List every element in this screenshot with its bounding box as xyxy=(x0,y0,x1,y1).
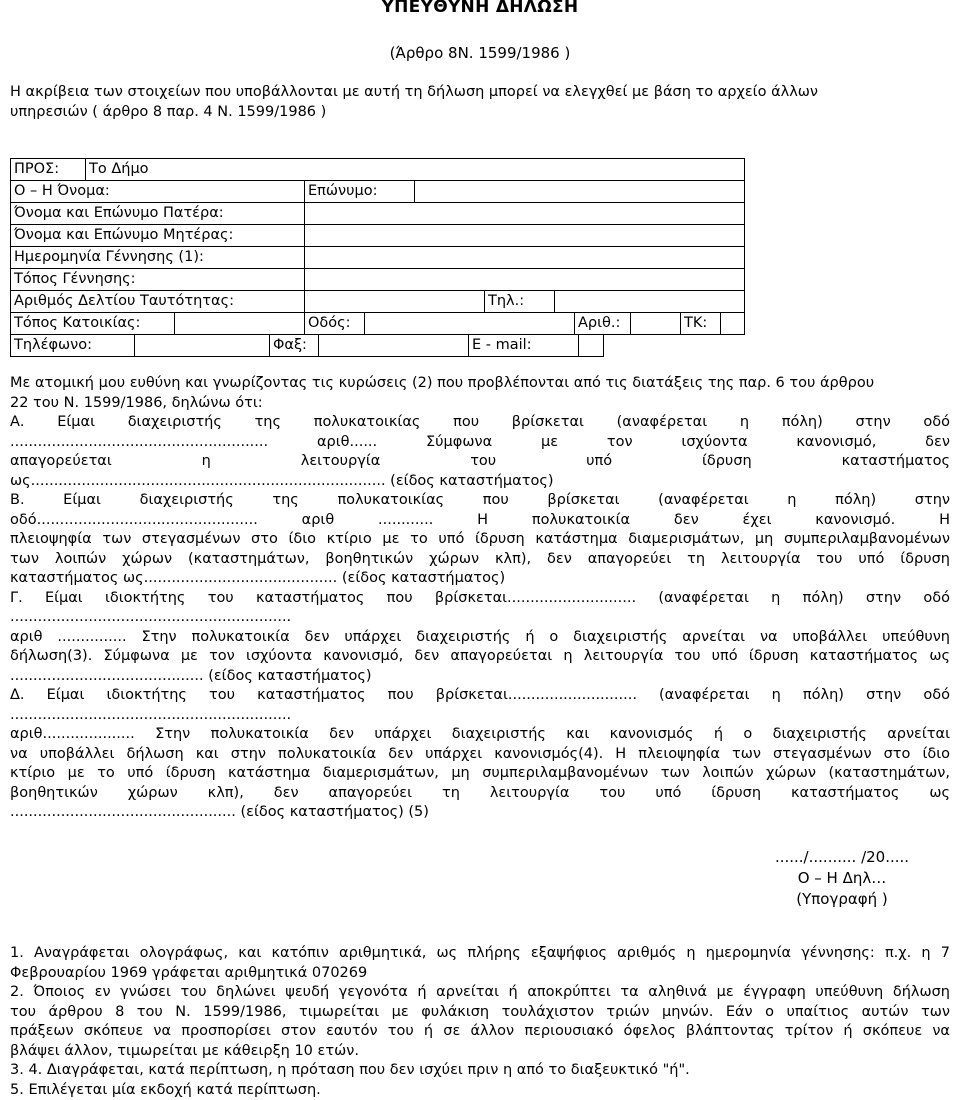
intro-line: Η ακρίβεια των στοιχείων που υποβάλλονται με αυτή τη δήλωση μπορεί να ελεγχθεί με βάση το αρχείο άλλων xyxy=(10,84,819,100)
declaration-line: 22 του Ν. 1599/1986, δηλώνω ότι: xyxy=(10,394,263,411)
intro-line: υπηρεσιών ( άρθρο 8 παρ. 4 Ν. 1599/1986 ) xyxy=(10,103,327,120)
option-c-line: .......................................... (είδος καταστήματος) xyxy=(10,667,372,684)
option-c-line: ............................................................. xyxy=(10,609,292,625)
intro-paragraph xyxy=(10,83,950,122)
number-field[interactable] xyxy=(630,312,681,335)
footnotes xyxy=(10,944,950,1100)
signature-date[interactable]: ....../.......... /20..... xyxy=(774,848,910,866)
option-a-line: Α. Είμαι διαχειριστής της πολυκατοικίας που βρίσκεται (αναφέρεται η πόλη) στην οδό xyxy=(10,414,950,430)
option-b-line: οδό................................................ αριθ ............ Η πολυκατοικία δεν έχει κανονισμό. Η xyxy=(10,511,950,528)
id-number-field[interactable] xyxy=(304,290,485,313)
fax-field[interactable] xyxy=(318,334,469,357)
option-a-line: ως............................................................................. (είδος καταστήματος) xyxy=(10,472,554,489)
zip-label: ΤΚ: xyxy=(680,312,721,335)
birthdate-label: Ημερομηνία Γέννησης (1): xyxy=(10,246,305,269)
option-c-line: Γ. Είμαι ιδιοκτήτης του καταστήματος που βρίσκεται............................ (αναφέρεται η πόλη) στην οδό xyxy=(10,589,950,606)
email-field[interactable] xyxy=(578,334,604,357)
option-d-line: βοηθητικών χώρων κλπ), δεν απαγορεύει τη λειτουργία του υπό ίδρυση καταστήματος ως xyxy=(10,784,950,801)
residence-field[interactable] xyxy=(174,312,305,335)
email-label: E - mail: xyxy=(468,334,579,357)
phone-label: Τηλέφωνο: xyxy=(10,334,135,357)
personal-details-form xyxy=(10,158,745,353)
name-field[interactable]: Ο – Η Όνομα: xyxy=(10,180,305,203)
footnote-line: 3. 4. Διαγράφεται, κατά περίπτωση, η πρόταση που δεν ισχύει πριν η από το διαξευκτικό "ή". xyxy=(10,1062,690,1078)
fax-label: Φαξ: xyxy=(269,334,319,357)
mother-name-field[interactable] xyxy=(304,224,745,247)
footnote-line: του άρθρου 8 του Ν. 1599/1986, τιμωρείται με φυλάκιση τουλάχιστον τριών μηνών. Εάν ο υπαίτιος αυτών των xyxy=(10,1003,950,1020)
option-d-line: να υποβάλλει δήλωση και στην πολυκατοικία δεν υπάρχει κανονισμός(4). Η πλειοψηφία των στεγασμένων στο ίδιο xyxy=(10,745,950,762)
option-c-line: δήλωση(3). Σύμφωνα με τον ισχύοντα κανονισμό, δεν απαγορεύεται η λειτουργία του υπό ίδρυση καταστήματος ως xyxy=(10,648,950,664)
footnote-line: 1. Αναγράφεται ολογράφως, και κατόπιν αριθμητικά, ως πλήρης εξαψήφιος αριθμός η ημερομηνία γέννησης: π.χ. η 7 xyxy=(10,945,950,961)
option-d-line: ................................................. (είδος καταστήματος) (5) xyxy=(10,804,429,820)
birthdate-field[interactable] xyxy=(304,246,745,269)
father-name-field[interactable] xyxy=(304,202,745,225)
mother-name-label: Όνομα και Επώνυμο Μητέρας: xyxy=(10,224,305,247)
declarant-label: Ο – Η Δηλ… xyxy=(797,869,887,887)
declaration-text xyxy=(10,374,950,823)
tel-field[interactable] xyxy=(554,290,745,313)
surname-field[interactable] xyxy=(414,180,745,203)
number-label: Αριθ.: xyxy=(574,312,631,335)
to-value-field[interactable]: Το Δήμο xyxy=(85,158,745,181)
to-label: ΠΡΟΣ: xyxy=(10,158,86,181)
option-d-line: ............................................................. xyxy=(10,706,292,723)
document-title: ΥΠΕΥΘΥΝΗ ΔΗΛΩΣΗ xyxy=(381,0,579,17)
declaration-line: Με ατομική μου ευθύνη και γνωρίζοντας τις κυρώσεις (2) που προβλέπονται από τις διατάξεις της παρ. 6 του άρθρου xyxy=(10,375,875,391)
footnote-line: βλάψει άλλον, τιμωρείται με κάθειρξη 10 ετών. xyxy=(10,1042,359,1059)
option-a-line: ........................................................ αριθ...... Σύμφωνα με τον ισχύοντα κανονισμό, δεν xyxy=(10,433,950,450)
option-d-line: αριθ.................... Στην πολυκατοικία δεν υπάρχει διαχειριστής και κανονισμός ή ο διαχειριστής αρνείται xyxy=(10,726,950,742)
signature-label: (Υπογραφή ) xyxy=(796,890,888,908)
option-c-line: αριθ ............... Στην πολυκατοικία δεν υπάρχει διαχειριστής ή ο διαχειριστής αρνείται να υποβάλλει υπεύθυνη xyxy=(10,628,950,645)
street-field[interactable] xyxy=(364,312,575,335)
law-reference: (Άρθρο 8Ν. 1599/1986 ) xyxy=(389,44,571,62)
residence-label: Τόπος Κατοικίας: xyxy=(10,312,175,335)
option-b-line: καταστήματος ως.......................................... (είδος καταστήματος) xyxy=(10,570,506,586)
phone-field[interactable] xyxy=(134,334,270,357)
signature-block xyxy=(742,847,942,910)
zip-field[interactable] xyxy=(720,312,745,335)
option-d-line: Δ. Είμαι ιδιοκτήτης του καταστήματος που βρίσκεται............................ (αναφέρεται η πόλη) στην οδό xyxy=(10,687,950,703)
id-number-label: Αριθμός Δελτίου Ταυτότητας: xyxy=(10,290,305,313)
option-b-line: Β. Είμαι διαχειριστής της πολυκατοικίας που βρίσκεται (αναφέρεται η πόλη) στην xyxy=(10,492,950,508)
option-a-line: απαγορεύεται η λειτουργία του υπό ίδρυση καταστήματος xyxy=(10,453,950,469)
surname-label: Επώνυμο: xyxy=(304,180,415,203)
father-name-label: Όνομα και Επώνυμο Πατέρα: xyxy=(10,202,305,225)
birthplace-field[interactable] xyxy=(304,268,745,291)
footnote-line: πράξεων σκόπευε να προσπορίσει στον εαυτόν του ή σε άλλον περιουσιακό όφελος βλάπτοντας τρίτον ή σκόπευε να xyxy=(10,1023,950,1039)
street-label: Οδός: xyxy=(304,312,365,335)
footnote-line: 5. Επιλέγεται μία εκδοχή κατά περίπτωση. xyxy=(10,1081,321,1098)
birthplace-label: Τόπος Γέννησης: xyxy=(10,268,305,291)
option-d-line: κτίριο με το υπό ίδρυση κατάστημα διαμερισμάτων, μη συμπεριλαμβανομένων των λοιπών χώρων (καταστημάτων, xyxy=(10,765,950,781)
footnote-line: Φεβρουαρίου 1969 γράφεται αριθμητικά 070269 xyxy=(10,964,368,981)
tel-label: Τηλ.: xyxy=(484,290,555,313)
option-b-line: πλειοψηφία των στεγασμένων στο ίδιο κτίριο με το υπό ίδρυση κατάστημα διαμερισμάτων, μη συμπεριλαμβανομένων xyxy=(10,531,950,547)
footnote-line: 2. Όποιος εν γνώσει του δηλώνει ψευδή γεγονότα ή αρνείται ή αποκρύπτει τα αληθινά με έγγραφη υπεύθυνη δήλωση xyxy=(10,984,950,1000)
option-b-line: των λοιπών χώρων (καταστημάτων, βοηθητικών χώρων κλπ), δεν απαγορεύει τη λειτουργία του υπό ίδρυση xyxy=(10,550,950,567)
